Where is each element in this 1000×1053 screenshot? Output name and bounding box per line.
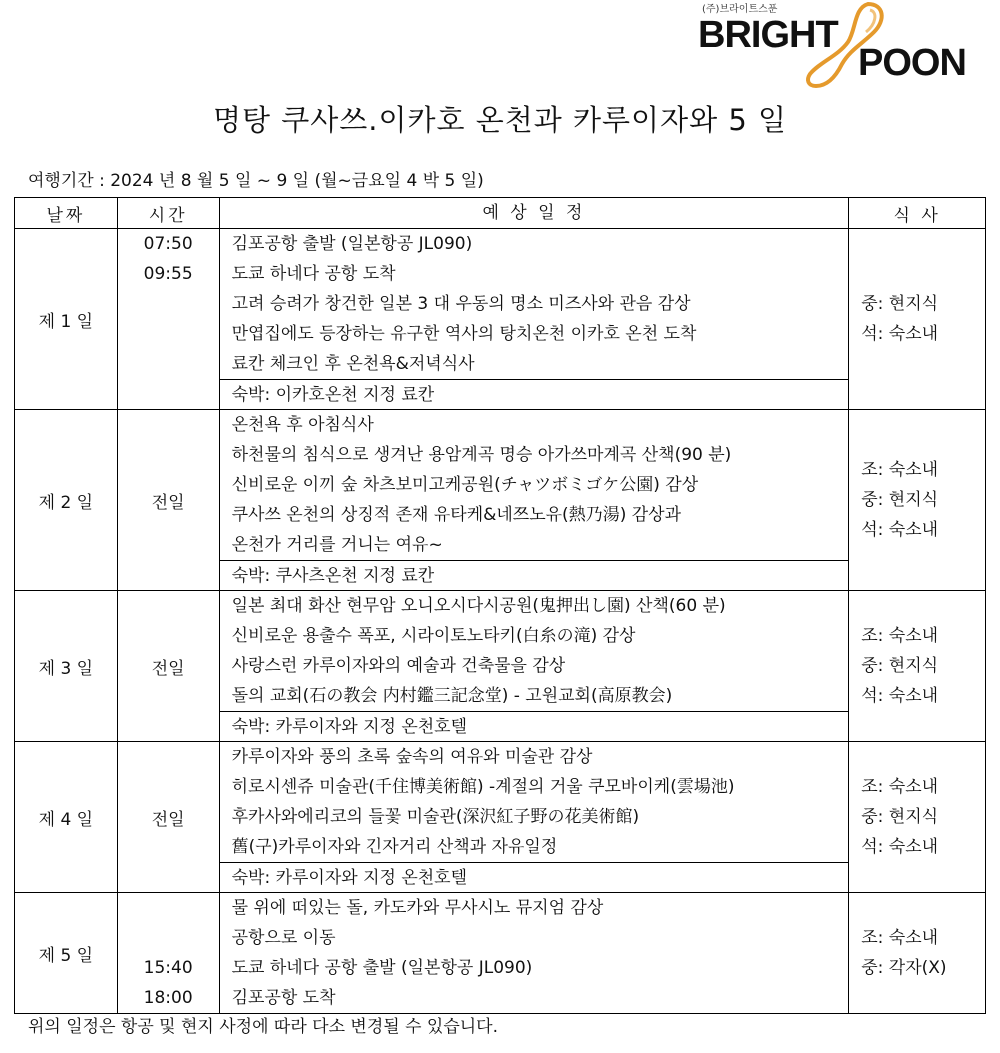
time-value: [118, 319, 219, 349]
time-cell: [117, 229, 219, 410]
schedule-line: 히로시센쥬 미술관(千住博美術館) -계절의 거울 쿠모바이케(雲場池): [231, 777, 735, 797]
schedule-line: 도쿄 하네다 공항 도착: [231, 264, 396, 284]
table-row-day1: [15, 229, 986, 410]
schedule-line: 돌의 교회(石の教会 内村鑑三記念堂) - 고원교회(高原教会): [231, 686, 673, 706]
time-value: 07:50: [143, 234, 193, 254]
meal-line: 석: 숙소내: [861, 686, 939, 706]
logo-word-poon: POON: [858, 42, 966, 84]
time-value: [118, 923, 219, 953]
schedule-line: 온천가 거리를 거니는 여유~: [231, 535, 443, 555]
time-value: 18:00: [143, 988, 193, 1008]
travel-period: 여행기간 : 2024 년 8 월 5 일 ~ 9 일 (월~금요일 4 박 5 일): [28, 171, 484, 191]
schedule-cell: [219, 410, 849, 591]
meal-line: 중: 현지식: [861, 656, 939, 676]
meal-cell: [849, 742, 986, 893]
schedule-line: 하천물의 침식으로 생겨난 용암계곡 명승 아가쓰마계곡 산책(90 분): [231, 445, 732, 465]
stay-line: 숙박: 이카호온천 지정 료칸: [220, 379, 849, 409]
day-label: 제 5 일: [15, 893, 118, 1014]
meal-cell: [849, 229, 986, 410]
schedule-line: 김포공항 출발 (일본항공 JL090): [231, 234, 473, 254]
header-time: 시간: [117, 198, 219, 229]
itinerary-table: [14, 197, 986, 1014]
schedule-line: 물 위에 떠있는 돌, 카도카와 무사시노 뮤지엄 감상: [231, 898, 604, 918]
schedule-line: 고려 승려가 창건한 일본 3 대 우동의 명소 미즈사와 관음 감상: [231, 294, 691, 314]
schedule-line: 김포공항 도착: [231, 988, 336, 1008]
schedule-line: 공항으로 이동: [231, 928, 336, 948]
time-value: 15:40: [143, 958, 193, 978]
stay-line: 숙박: 카루이자와 지정 온천호텔: [220, 862, 849, 892]
stay-line: 숙박: 쿠사츠온천 지정 료칸: [220, 560, 849, 590]
time-value: 09:55: [143, 264, 193, 284]
schedule-line: 舊(구)카루이자와 긴자거리 산책과 자유일정: [231, 837, 558, 857]
meal-cell: [849, 410, 986, 591]
time-value: 전일: [117, 742, 219, 893]
table-row-day4: [15, 742, 986, 893]
meal-line: 중: 현지식: [861, 490, 939, 510]
meal-line: 조: 숙소내: [861, 460, 939, 480]
schedule-cell: [219, 893, 849, 1014]
day-label: 제 2 일: [15, 410, 118, 591]
meal-line: 중: 현지식: [861, 294, 939, 314]
schedule-line: 료칸 체크인 후 온천욕&저녁식사: [231, 354, 475, 374]
meal-line: 조: 숙소내: [861, 626, 939, 646]
schedule-line: 신비로운 용출수 폭포, 시라이토노타키(白糸の滝) 감상: [231, 626, 636, 646]
day-label: 제 4 일: [15, 742, 118, 893]
schedule-line: 일본 최대 화산 현무암 오니오시다시공원(鬼押出し園) 산책(60 분): [231, 596, 726, 616]
time-value: 전일: [117, 591, 219, 742]
schedule-line: 온천욕 후 아침식사: [231, 415, 374, 435]
time-value: [118, 893, 219, 923]
schedule-line: 카루이자와 풍의 초록 숲속의 여유와 미술관 감상: [231, 747, 593, 767]
meal-line: 중: 현지식: [861, 807, 939, 827]
time-value: [118, 289, 219, 319]
schedule-line: 후카사와에리코의 들꽃 미술관(深沢紅子野の花美術館): [231, 807, 640, 827]
meal-line: 석: 숙소내: [861, 837, 939, 857]
schedule-line: 신비로운 이끼 숲 차츠보미고케공원(チャツボミゴケ公園) 감상: [231, 475, 699, 495]
schedule-cell: [219, 742, 849, 893]
day-label: 제 3 일: [15, 591, 118, 742]
meal-line: 석: 숙소내: [861, 324, 939, 344]
meal-line: 조: 숙소내: [861, 928, 939, 948]
schedule-cell: [219, 591, 849, 742]
meal-line: 중: 각자(X): [861, 958, 947, 978]
meal-cell: [849, 893, 986, 1014]
meal-line: 석: 숙소내: [861, 520, 939, 540]
logo-company-korean: (주)브라이트스푼: [702, 4, 778, 15]
schedule-line: 사랑스런 카루이자와의 예술과 건축물을 감상: [231, 656, 566, 676]
logo-word-bright: BRIGHT: [698, 14, 838, 56]
table-row-day3: [15, 591, 986, 742]
schedule-line: 쿠사쓰 온천의 상징적 존재 유타케&네쯔노유(熱乃湯) 감상과: [231, 505, 681, 525]
page-title: 명탕 쿠사쓰.이카호 온천과 카루이자와 5 일: [213, 103, 787, 137]
header-day: 날짜: [15, 198, 118, 229]
header-meal: 식 사: [849, 198, 986, 229]
footnote: 위의 일정은 항공 및 현지 사정에 따라 다소 변경될 수 있습니다.: [28, 1017, 498, 1037]
brightspoon-logo: [690, 0, 990, 90]
day-label: 제 1 일: [15, 229, 118, 410]
schedule-line: 만엽집에도 등장하는 유구한 역사의 탕치온천 이카호 온천 도착: [231, 324, 697, 344]
time-cell: [117, 893, 219, 1014]
time-value: 전일: [117, 410, 219, 591]
schedule-cell: [219, 229, 849, 410]
meal-cell: [849, 591, 986, 742]
meal-line: 조: 숙소내: [861, 777, 939, 797]
time-value: [118, 349, 219, 379]
table-row-day2: [15, 410, 986, 591]
header-schedule: 예 상 일 정: [219, 198, 849, 229]
table-header-row: [15, 198, 986, 229]
time-blank: [118, 379, 219, 409]
table-row-day5: [15, 893, 986, 1014]
schedule-line: 도쿄 하네다 공항 출발 (일본항공 JL090): [231, 958, 533, 978]
stay-line: 숙박: 카루이자와 지정 온천호텔: [220, 711, 849, 741]
